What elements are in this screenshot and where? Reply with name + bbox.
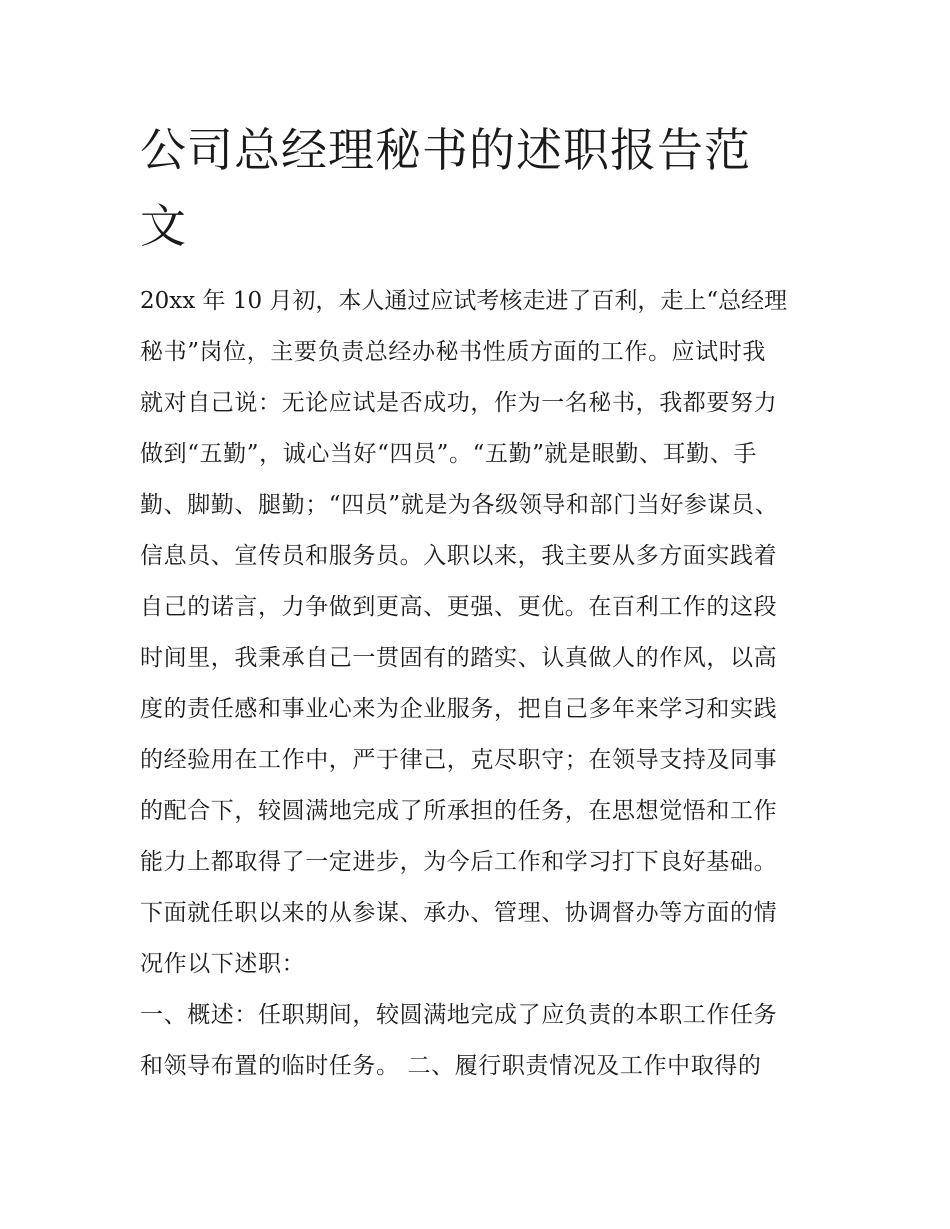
title-line: 公司总经理秘书的述职报告范 (140, 123, 751, 177)
body-line: 就对自己说：无论应试是否成功，作为一名秘书，我都要努力 (140, 390, 778, 416)
body-line: 和领导布置的临时任务。 二、履行职责情况及工作中取得的 (140, 1053, 762, 1079)
body-line: 下面就任职以来的从参谋、承办、管理、协调督办等方面的情 (140, 900, 778, 926)
body-line: 时间里，我秉承自己一贯固有的踏实、认真做人的作风，以高 (140, 645, 778, 671)
body-line: 能力上都取得了一定进步，为今后工作和学习打下良好基础。 (140, 849, 778, 875)
document-title (140, 112, 820, 264)
body-line: 信息员、宣传员和服务员。入职以来，我主要从多方面实践着 (140, 543, 778, 569)
body-line: 勤、脚勤、腿勤；“四员”就是为各级领导和部门当好参谋员、 (140, 492, 779, 518)
body-line: 一、概述：任职期间，较圆满地完成了应负责的本职工作任务 (140, 1002, 778, 1028)
body-line: 的配合下，较圆满地完成了所承担的任务，在思想觉悟和工作 (140, 798, 778, 824)
body-line: 况作以下述职： (140, 951, 306, 977)
body-line: 做到“五勤”，诚心当好“四员”。“五勤”就是眼勤、耳勤、手 (140, 441, 757, 467)
body-line: 秘书”岗位，主要负责总经办秘书性质方面的工作。应试时我 (140, 339, 766, 365)
body-paragraphs (140, 276, 830, 1092)
body-line: 度的责任感和事业心来为企业服务，把自己多年来学习和实践 (140, 696, 778, 722)
body-line: 的经验用在工作中，严于律己，克尽职守；在领导支持及同事 (140, 747, 778, 773)
body-line: 自己的诺言，力争做到更高、更强、更优。在百利工作的这段 (140, 594, 778, 620)
title-line: 文 (140, 199, 187, 253)
body-line: 20xx 年 10 月初，本人通过应试考核走进了百利，走上“总经理 (140, 288, 788, 314)
